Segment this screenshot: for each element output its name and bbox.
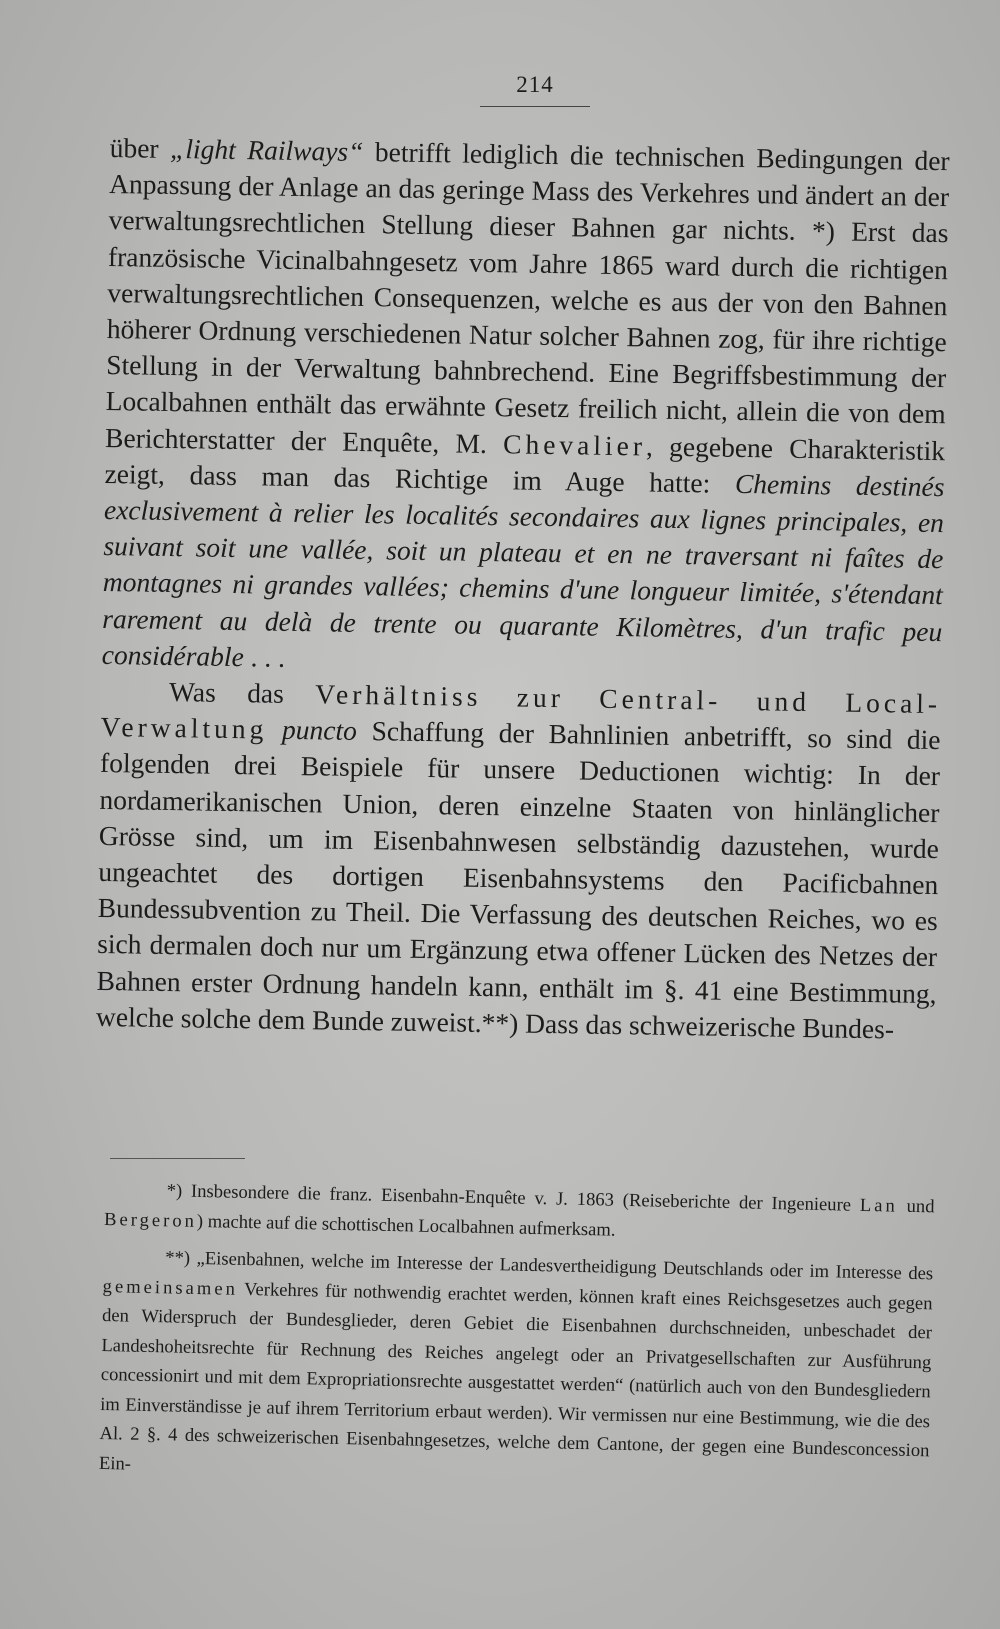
text-run: und [897,1195,935,1218]
spaced-word: gemeinsamen [102,1275,239,1300]
text-run: betrifft lediglich die technischen Bedingungen der Anpassung der Anlage an das geringe Mass des Verkehres und ändert an der verwaltungsrechtlichen Stellung dieser Bahnen gar nichts. *) Erst das französische Vicinalbahngesetz vom Jahre 1865 ward durch die richtigen verwaltungsrechtlichen Consequenzen, welche es aus der von den Bahnen höherer Ordnung verschiedenen Natur solcher Bahnen zog, für ihre richtige Stellung in der Verwaltung bahnbrechend. Eine Begriffsbestimmung der Localbahnen enthält das erwähnte Gesetz freilich nicht, allein die von dem Berichterstatter der Enquête, M. [104,135,950,459]
text-run: über [109,131,171,164]
spaced-name: Bergeron [103,1208,198,1232]
spaced-name: Chevalier [502,427,647,462]
text-run: Verkehres für nothwendig erachtet werden, können kraft eines Reichsgesetzes auch gegen den Widerspruch der Bundesglieder, deren Gebiet die Eisenbahnen durchschneiden, unbeschadet der Landeshoheitsrechte für Rechnung des Reiches angelegt oder an Privatgesellschaften zur Ausführung concessionirt und mit dem Expropriationsrechte ausgestattet werden“ (natürlich auch von den Bundesgliedern im Einverständisse je auf ihrem Territorium erbaut werden). Wir vermissen nur eine Bestimmung, wie die des Al. 2 §. 4 des schweizerischen Eisenbahngesetzes, welche dem Cantone, der gegen eine Bundesconcession Ein- [98,1278,933,1475]
spaced-heading: Verhältniss zur Central- und Local-Verwaltung [100,678,942,745]
paragraph-2 [96,673,942,1048]
main-text [96,130,950,1048]
italic-run: „light Railways“ [169,132,364,167]
text-run: **) „Eisenbahnen, welche im Interesse der Landesvertheidigung Deutschlands oder im Interesse des [165,1247,934,1285]
text-run: , gegebene Charakteristik zeigt, dass man das Richtige im Auge hatte: [104,430,946,499]
italic-run: puncto [281,714,358,747]
page-number: 214 [516,72,554,97]
french-quote: Chemins destinés exclusivement à relier les localités secondaires aux lignes principales, en suivant soit une vallée, soit un plateau et en ne traversant ni faîtes de montagnes ni grandes vallées; chemins d'une longueur limitée, s'étendant rarement au delà de trente ou quarante Kilomètres, d'un trafic peu considérable [101,467,945,673]
text-run: Schaffung der Bahnlinien anbetrifft, so sind die folgenden drei Beispiele für unsere Deductionen wichtig: In der nordamerikanischen Union, deren einzelne Staaten von hinlänglicher Grösse sind, um im Eisenbahnwesen selbständig dazustehen, wurde ungeachtet des dortigen Eisenbahnsystems den Pacificbahnen Bundessubvention zu Theil. Die Verfassung des deutschen Reiches, wo es sich dermalen doch nur um Ergänzung etwa offener Lücken des Netzes der Bahnen erster Ordnung handeln kann, enthält im §. 41 eine Bestimmung, welche solche dem Bunde zuweist.**) Dass das schweizerische Bundes- [95,715,941,1045]
text-run: ) machte auf die schottischen Localbahnen aufmerksam. [196,1210,616,1241]
spaced-name: Lan [859,1194,899,1217]
footnotes [98,1175,934,1503]
text-run [267,714,282,745]
footnote-2 [99,1242,934,1495]
text-run: Was das [168,676,316,710]
text-run: *) Insbesondere die franz. Eisenbahn-Enquête v. J. 1863 (Reiseberichte der Ingenieure [166,1180,861,1216]
footnote-rule [110,1158,245,1159]
paragraph-1 [101,130,949,686]
text-run: . . . [243,641,286,673]
page-number-rule [480,106,590,107]
footnote-1 [104,1175,935,1251]
